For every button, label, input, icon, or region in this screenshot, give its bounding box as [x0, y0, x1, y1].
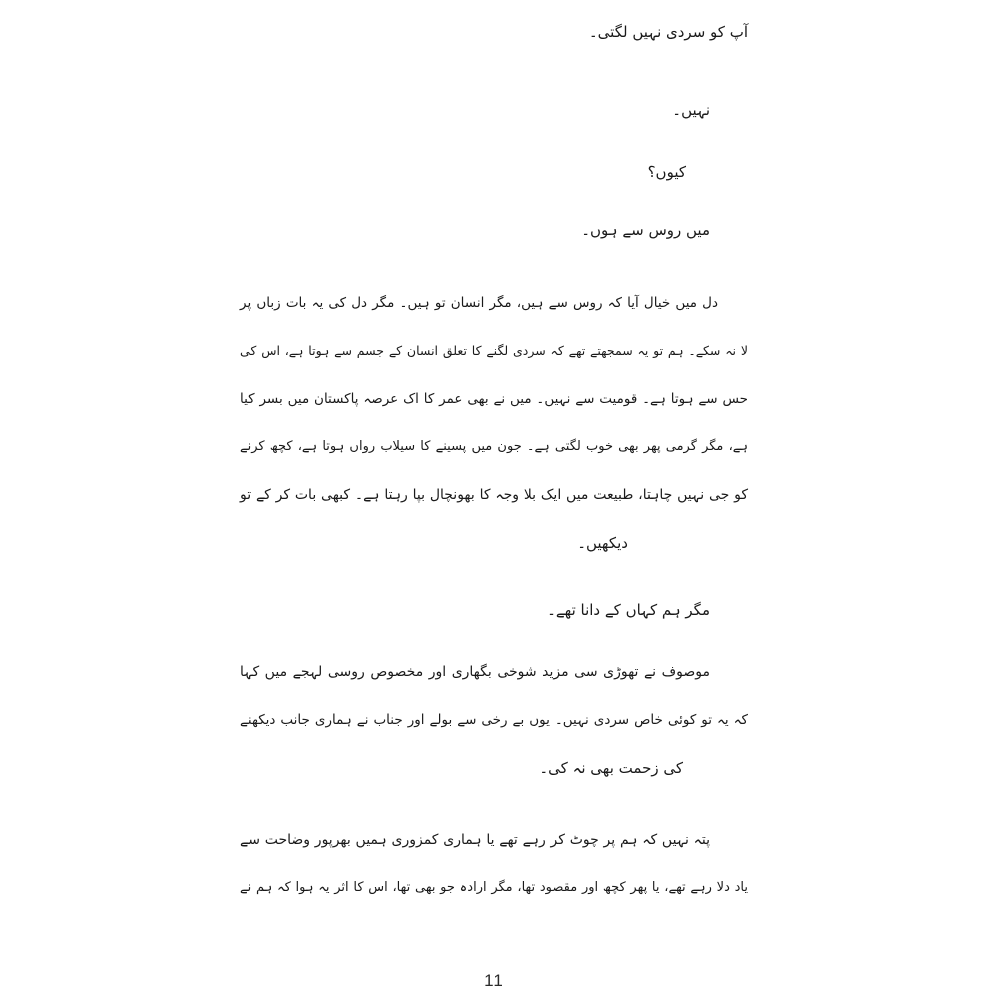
text-line: کی زحمت بھی نہ کی۔: [539, 759, 683, 777]
page-number: 11: [484, 971, 504, 990]
page-text: [240, 0, 748, 912]
text-line: مگر ہم کہاں کے دانا تھے۔: [547, 601, 710, 619]
paragraph-body: [240, 816, 748, 912]
paragraph-body: [240, 279, 748, 567]
text-line: حس سے ہوتا ہے۔ قومیت سے نہیں۔ میں نے بھی عمر کا اک عرصہ پاکستان میں بسر کیا: [240, 391, 748, 407]
paragraph-body: [240, 648, 748, 792]
text-line: نہیں۔: [672, 101, 710, 119]
text-line: موصوف نے تھوڑی سی مزید شوخی بگھاری اور مخصوص روسی لہجے میں کہا: [240, 664, 710, 680]
paragraph-dialogue: [240, 86, 748, 134]
paragraph-dialogue: [240, 206, 748, 254]
text-line: ہے، مگر گرمی پھر بھی خوب لگتی ہے۔ جون میں پسینے کا سیلاب رواں ہوتا ہے، کچھ کرنے: [240, 439, 748, 454]
text-line: یاد دلا رہے تھے، یا پھر کچھ اور مقصود تھا، مگر ارادہ جو بھی تھا، اس کا اثر یہ ہوا کہ ہم نے: [240, 880, 748, 895]
paragraph-body: [240, 586, 748, 634]
paragraph-dialogue: [240, 8, 748, 56]
text-line: لا نہ سکے۔ ہم تو یہ سمجھتے تھے کہ سردی لگنے کا تعلق انسان کے جسم سے ہوتا ہے، اس کی: [240, 343, 748, 358]
text-line: میں روس سے ہوں۔: [581, 221, 710, 239]
text-line: دل میں خیال آیا کہ روس سے ہیں، مگر انسان تو ہیں۔ مگر دل کی یہ بات زباں پر: [240, 295, 718, 311]
paragraph-dialogue: [240, 148, 748, 196]
text-line: کو جی نہیں چاہتا، طبیعت میں ایک بلا وجہ کا بھونچال بپا رہتا ہے۔ کبھی بات کر کے تو: [240, 487, 748, 503]
text-line: کہ یہ تو کوئی خاص سردی نہیں۔ یوں بے رخی سے بولے اور جناب نے ہماری جانب دیکھنے: [240, 712, 748, 728]
text-line: پتہ نہیں کہ ہم پر چوٹ کر رہے تھے یا ہماری کمزوری ہمیں بھرپور وضاحت سے: [240, 832, 710, 848]
text-line: دیکھیں۔: [577, 534, 628, 552]
text-line: کیوں؟: [647, 163, 686, 181]
text-line: آپ کو سردی نہیں لگتی۔: [588, 23, 748, 41]
